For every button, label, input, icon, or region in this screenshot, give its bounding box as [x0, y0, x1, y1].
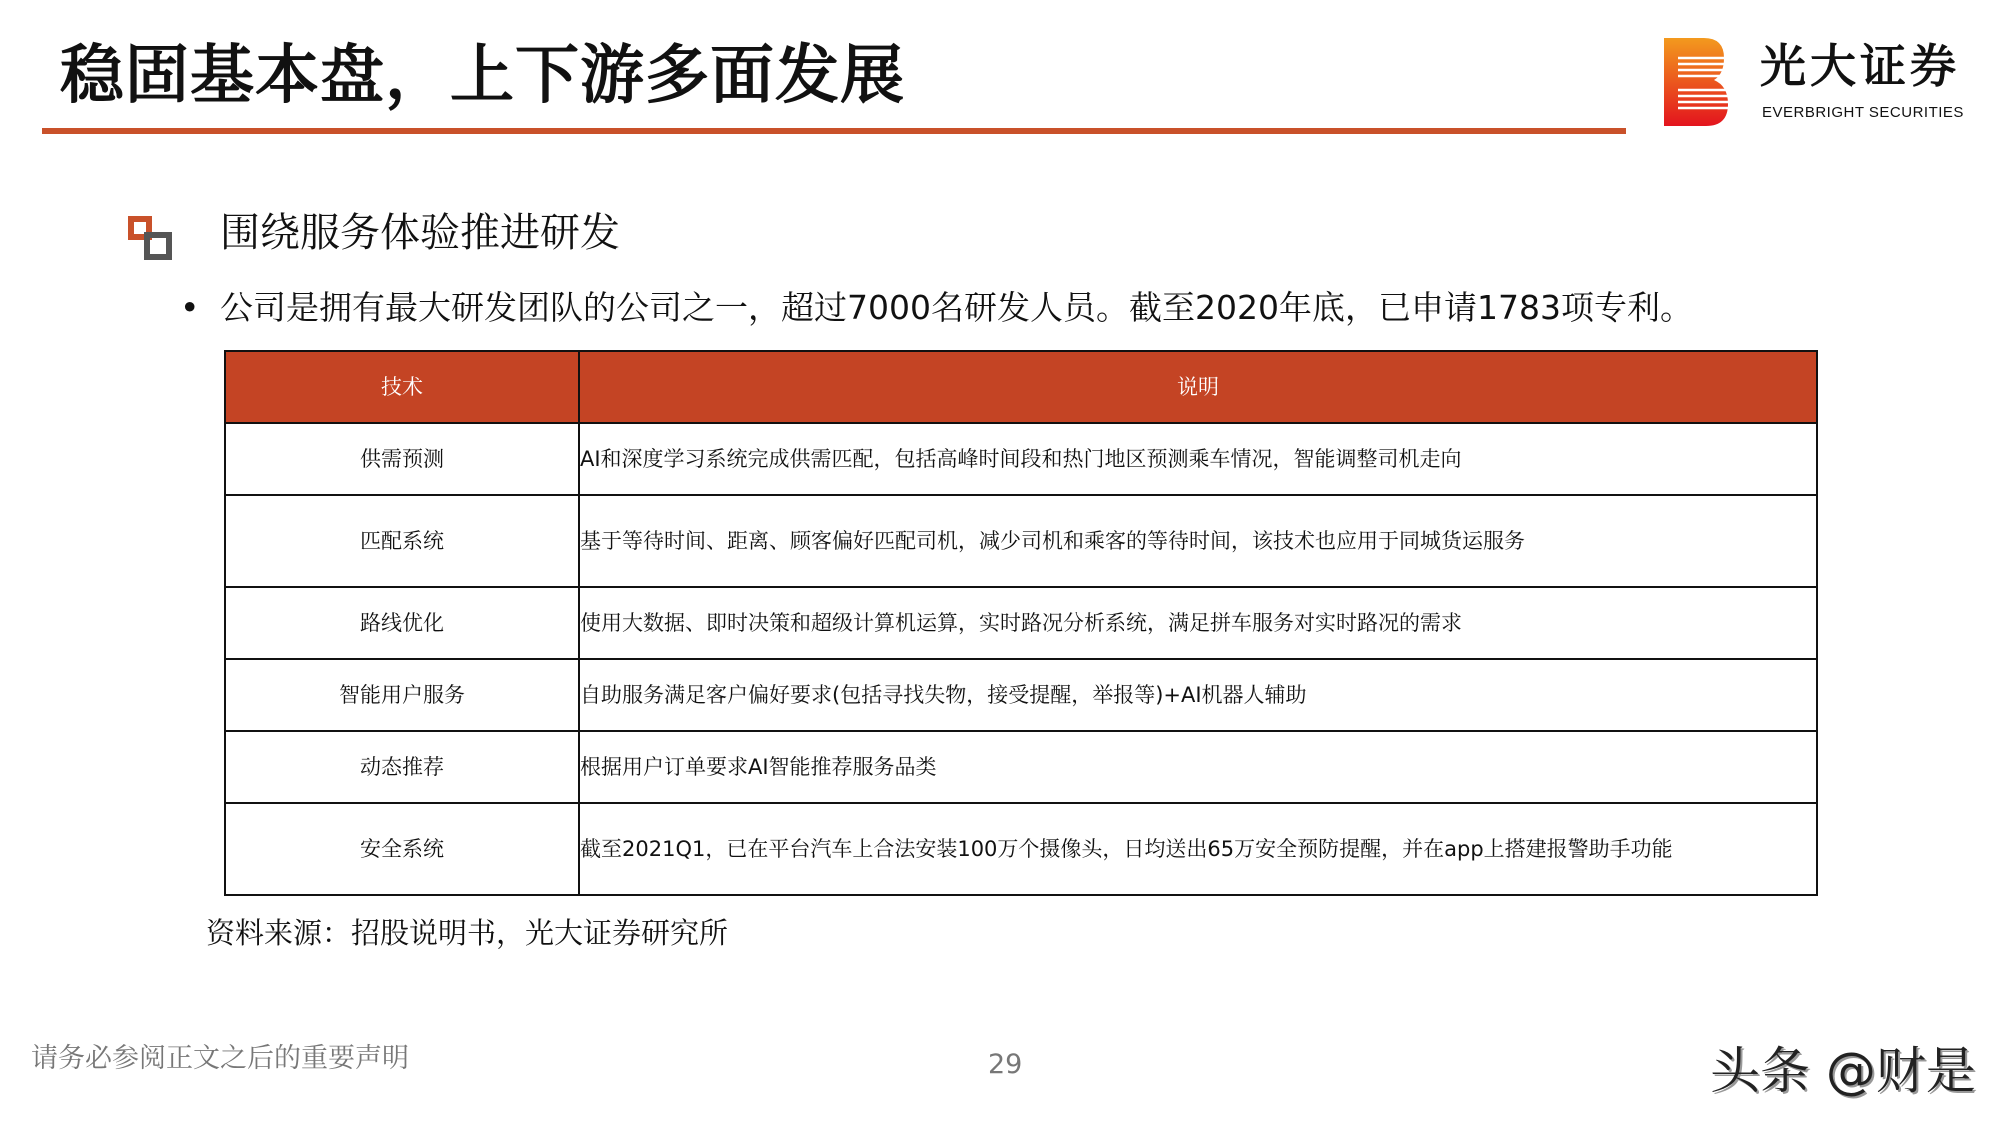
company-logo — [1664, 38, 1994, 128]
everbright-logo-icon — [1664, 38, 1728, 126]
table-row — [225, 803, 1817, 895]
bullet-point — [180, 286, 1693, 330]
description-cell: AI和深度学习系统完成供需匹配，包括高峰时间段和热门地区预测乘车情况，智能调整司机走向 — [579, 423, 1817, 495]
tech-table — [224, 350, 1818, 896]
title-divider — [42, 128, 1626, 134]
table-row — [225, 495, 1817, 587]
footer-disclaimer: 请务必参阅正文之后的重要声明 — [31, 1043, 409, 1074]
tech-cell: 供需预测 — [225, 423, 579, 495]
tech-cell: 智能用户服务 — [225, 659, 579, 731]
section-heading: 围绕服务体验推进研发 — [220, 210, 620, 256]
table-header-row — [225, 351, 1817, 423]
logo-english-name: EVERBRIGHT SECURITIES — [1762, 104, 1964, 121]
source-note: 资料来源：招股说明书，光大证券研究所 — [206, 916, 729, 950]
logo-chinese-name: 光大证券 — [1760, 39, 1960, 93]
description-cell: 基于等待时间、距离、顾客偏好匹配司机，减少司机和乘客的等待时间，该技术也应用于同城货运服务 — [579, 495, 1817, 587]
description-cell: 根据用户订单要求AI智能推荐服务品类 — [579, 731, 1817, 803]
tech-cell: 路线优化 — [225, 587, 579, 659]
table-row — [225, 659, 1817, 731]
bullet-icon: • — [180, 288, 200, 327]
section-squares-icon — [128, 216, 174, 260]
table-row — [225, 731, 1817, 803]
header-tech: 技术 — [225, 351, 579, 423]
page-number: 29 — [988, 1049, 1023, 1080]
description-cell: 使用大数据、即时决策和超级计算机运算，实时路况分析系统，满足拼车服务对实时路况的需求 — [579, 587, 1817, 659]
tech-cell: 匹配系统 — [225, 495, 579, 587]
tech-cell: 安全系统 — [225, 803, 579, 895]
page-title: 稳固基本盘，上下游多面发展 — [60, 39, 905, 113]
watermark: 头条 @财是 — [1710, 1042, 1976, 1100]
table-row — [225, 423, 1817, 495]
bullet-text: 公司是拥有最大研发团队的公司之一，超过7000名研发人员。截至2020年底，已申请1783项专利。 — [220, 288, 1693, 327]
header-description: 说明 — [579, 351, 1817, 423]
table-row — [225, 587, 1817, 659]
tech-cell: 动态推荐 — [225, 731, 579, 803]
description-cell: 自助服务满足客户偏好要求(包括寻找失物，接受提醒，举报等)+AI机器人辅助 — [579, 659, 1817, 731]
description-cell: 截至2021Q1，已在平台汽车上合法安装100万个摄像头，日均送出65万安全预防提醒，并在app上搭建报警助手功能 — [579, 803, 1817, 895]
